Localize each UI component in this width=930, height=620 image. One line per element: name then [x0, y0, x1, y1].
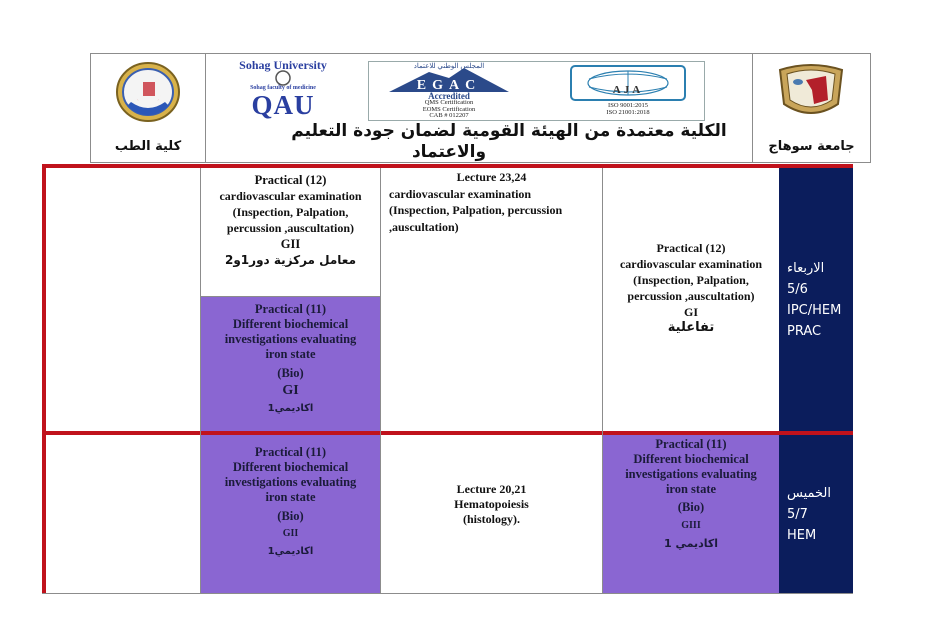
session-practical-11-gi [201, 297, 380, 431]
session-title: Practical (12) [656, 241, 726, 255]
accreditation-cell [206, 54, 753, 162]
session-detail: ,auscultation) [389, 219, 459, 234]
day-label-wednesday [779, 168, 853, 431]
session-group: GII [282, 528, 299, 539]
session-topic: investigations evaluating [224, 332, 357, 346]
session-location: اكاديمي 1 [663, 537, 719, 550]
session-group: GI [282, 383, 299, 398]
table-left-border [42, 164, 46, 593]
qau-arc-text: Sohag University [239, 58, 327, 72]
letterhead [90, 53, 871, 163]
session-detail: (Inspection, Palpation, percussion [389, 203, 563, 217]
session-department: (Bio) [277, 366, 304, 380]
session-detail: (Inspection, Palpation, [633, 273, 749, 287]
session-location: تفاعلية [667, 320, 715, 335]
egac-line2: EOMS Certification [422, 105, 476, 113]
table-bottom-border [42, 593, 853, 594]
session-topic: cardiovascular examination [619, 257, 763, 271]
aja-iso-lines [569, 102, 687, 116]
aja-line2: ISO 21001:2018 [606, 109, 650, 116]
day-name: الخميس [787, 485, 831, 501]
accreditation-title-line1: الكلية معتمدة من الهيئة القومية لضمان جودة التعليم [291, 121, 727, 141]
day-course: IPC/HEM [787, 302, 842, 318]
aja-big-text: AJA [612, 84, 644, 96]
session-title: Lecture 23,24 [456, 170, 527, 184]
session-topic: iron state [265, 347, 316, 361]
university-caption: جامعة سوهاج [768, 139, 855, 154]
session-lecture-20-21 [381, 478, 602, 538]
session-topic: cardiovascular examination [389, 186, 532, 201]
university-logo-cell [753, 54, 870, 162]
session-topic: investigations evaluating [625, 467, 757, 481]
session-title: Practical (12) [254, 173, 327, 187]
session-title: Practical (11) [254, 445, 327, 459]
day-type: PRAC [787, 323, 822, 339]
session-title: Practical (11) [655, 437, 727, 451]
day-name: الاربعاء [787, 260, 825, 276]
session-topic: iron state [265, 490, 316, 504]
session-group: GII [280, 237, 301, 251]
session-topic: iron state [665, 482, 717, 496]
faculty-of-medicine-emblem-icon [113, 60, 183, 128]
session-department: (Bio) [277, 509, 304, 523]
session-title: Practical (11) [254, 302, 327, 316]
qau-sub-text: Sohag faculty of medicine [250, 85, 316, 91]
qau-logo [218, 58, 348, 118]
session-lecture-23-24 [381, 168, 602, 248]
accreditation-title-line2: والاعتماد [411, 142, 487, 162]
day-label-thursday [779, 435, 853, 593]
day-date: 5/6 [787, 281, 808, 297]
session-location: اكاديمي1 [267, 546, 314, 557]
session-group: GI [683, 305, 698, 319]
session-location: اكاديمي1 [267, 403, 314, 414]
session-title: Lecture 20,21 [456, 482, 527, 496]
session-topic: Different biochemical [232, 317, 349, 331]
qau-big-text: QAU [251, 90, 315, 120]
session-department: (Bio) [677, 500, 705, 514]
aja-line1: ISO 9001:2015 [608, 102, 648, 109]
faculty-logo-cell [91, 54, 206, 162]
faculty-caption: كلية الطب [114, 139, 182, 154]
day-course: HEM [787, 527, 817, 543]
session-location: معامل مركزية دور1و2 [224, 253, 357, 267]
session-topic: Different biochemical [232, 460, 349, 474]
egac-cert-lines [369, 100, 529, 120]
egac-line1: QMS Certification [424, 99, 474, 106]
session-practical-11-gii [201, 435, 380, 593]
certification-strip [368, 61, 705, 121]
session-detail: percussion ,auscultation) [226, 221, 355, 235]
egac-accredited: Accredited [428, 91, 470, 101]
day-date: 5/7 [787, 506, 808, 522]
sohag-university-emblem-icon [774, 60, 848, 122]
egac-badge [369, 62, 529, 118]
session-group: GIII [681, 520, 701, 531]
session-topic: Hematopoiesis [454, 497, 529, 511]
session-topic: investigations evaluating [224, 475, 357, 489]
egac-big-text: EGAC [416, 78, 482, 93]
session-detail: (Inspection, Palpation, [232, 205, 349, 219]
aja-badge [569, 64, 687, 118]
session-detail: (histology). [463, 512, 520, 526]
egac-line3: CAB # 012207 [429, 112, 469, 119]
session-detail: percussion ,auscultation) [627, 289, 755, 303]
session-topic: cardiovascular examination [219, 189, 362, 203]
egac-arc-text: المجلس الوطني للاعتماد [413, 62, 485, 70]
session-practical-12-gi [603, 236, 779, 346]
session-practical-12-gii [201, 168, 380, 296]
session-practical-11-giii [603, 435, 779, 593]
session-topic: Different biochemical [633, 452, 749, 466]
